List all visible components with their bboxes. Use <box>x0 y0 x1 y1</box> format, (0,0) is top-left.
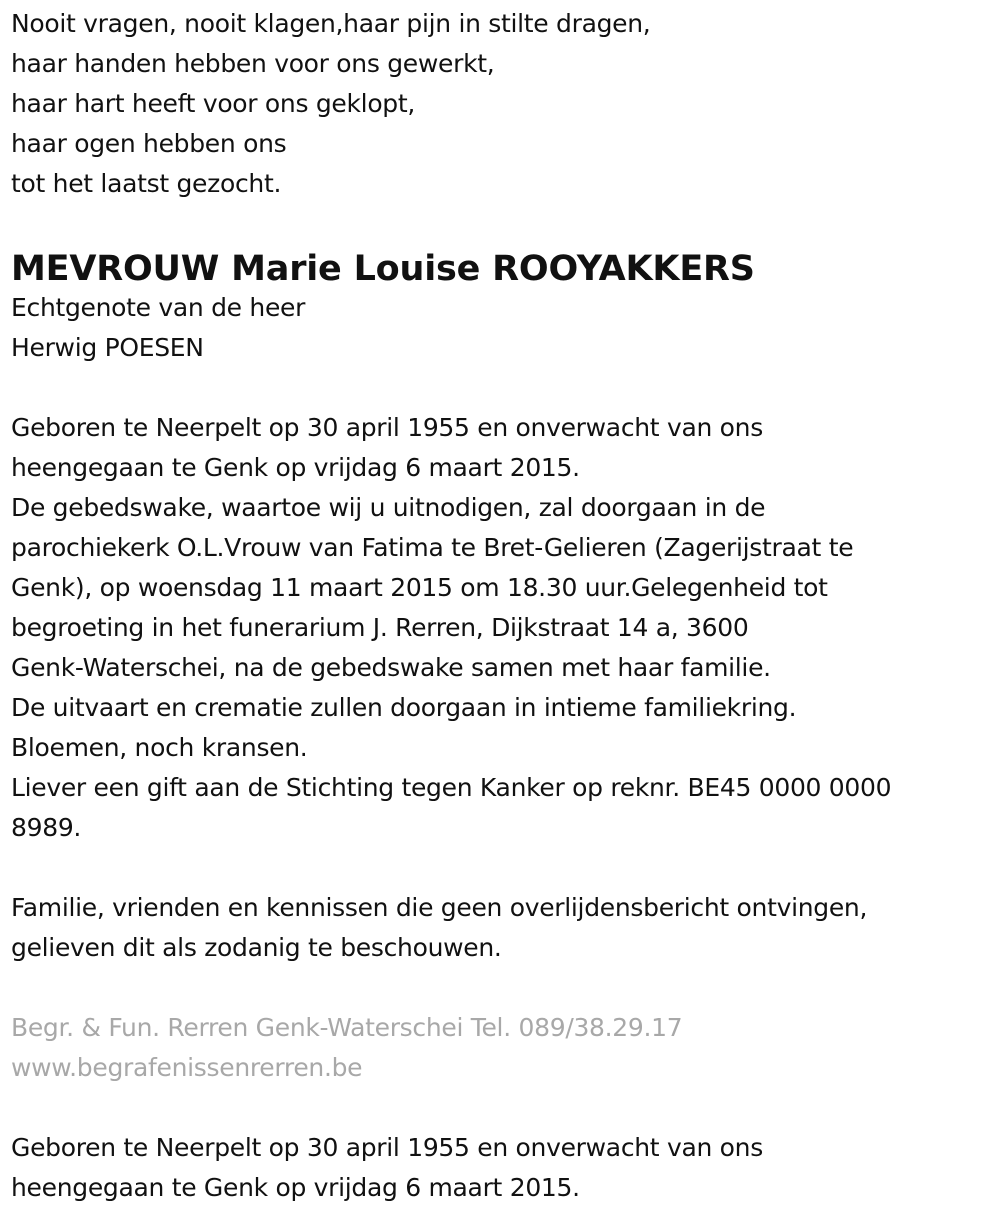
announcement-line: De gebedswake, waartoe wij u uitnodigen, zal doorgaan in de <box>11 493 766 522</box>
announcement-line: parochiekerk O.L.Vrouw van Fatima te Bret-Gelieren (Zagerijstraat te <box>11 533 854 562</box>
announcement-line: begroeting in het funerarium J. Rerren, Dijkstraat 14 a, 3600 <box>11 613 749 642</box>
deceased-name: MEVROUW Marie Louise ROOYAKKERS <box>11 249 755 289</box>
spacer <box>11 204 991 245</box>
notice-line: gelieven dit als zodanig te beschouwen. <box>11 933 502 962</box>
announcement-line: 8989. <box>11 813 82 842</box>
funeral-home <box>11 1008 991 1088</box>
funeral-home-contact: Begr. & Fun. Rerren Genk-Waterschei Tel. 089/38.29.17 <box>11 1013 683 1042</box>
announcement-line: Genk), op woensdag 11 maart 2015 om 18.30 uur.Gelegenheid tot <box>11 573 828 602</box>
poem-line: haar ogen hebben ons <box>11 129 287 158</box>
repeat-line: Geboren te Neerpelt op 30 april 1955 en onverwacht van ons <box>11 1133 763 1162</box>
spouse-name: Herwig POESEN <box>11 333 204 362</box>
poem-line: Nooit vragen, nooit klagen,haar pijn in stilte dragen, <box>11 9 651 38</box>
funeral-home-website[interactable]: www.begrafenissenrerren.be <box>11 1053 363 1082</box>
notice <box>11 888 991 968</box>
announcement-line: Geboren te Neerpelt op 30 april 1955 en onverwacht van ons <box>11 413 763 442</box>
announcement-line: Liever een gift aan de Stichting tegen Kanker op reknr. BE45 0000 0000 <box>11 773 892 802</box>
repeat-line: heengegaan te Genk op vrijdag 6 maart 2015. <box>11 1173 580 1202</box>
obituary-document <box>11 4 991 1208</box>
repeat-announcement <box>11 1128 991 1208</box>
announcement-line: De uitvaart en crematie zullen doorgaan in intieme familiekring. <box>11 693 797 722</box>
spacer <box>11 968 991 1008</box>
notice-line: Familie, vrienden en kennissen die geen overlijdensbericht ontvingen, <box>11 893 868 922</box>
announcement-line: Genk-Waterschei, na de gebedswake samen met haar familie. <box>11 653 771 682</box>
spacer <box>11 368 991 408</box>
spouse-line: Echtgenote van de heer <box>11 293 306 322</box>
poem-line: haar handen hebben voor ons gewerkt, <box>11 49 495 78</box>
announcement <box>11 408 991 848</box>
announcement-line: heengegaan te Genk op vrijdag 6 maart 2015. <box>11 453 580 482</box>
spacer <box>11 1088 991 1128</box>
poem-line: haar hart heeft voor ons geklopt, <box>11 89 416 118</box>
poem <box>11 4 991 204</box>
spacer <box>11 848 991 888</box>
poem-line: tot het laatst gezocht. <box>11 169 282 198</box>
deceased-block <box>11 245 991 368</box>
announcement-line: Bloemen, noch kransen. <box>11 733 308 762</box>
